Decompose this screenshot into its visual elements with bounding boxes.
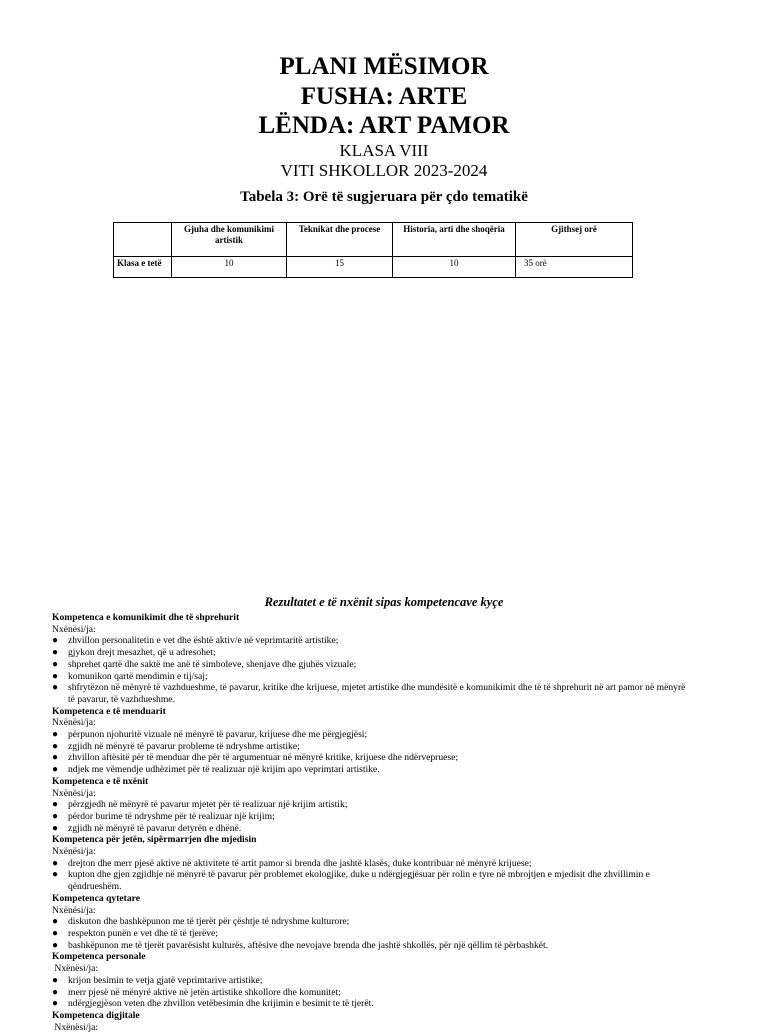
list-item (52, 928, 692, 940)
outcome-list (52, 975, 692, 1010)
list-item (52, 799, 692, 811)
outcome-text: gjykon drejt mesazhet, që u adresohet; (68, 647, 216, 659)
outcome-list (52, 858, 692, 893)
outcome-text: shfrytëzon në mënyrë të vazhdueshme, të pavarur, kritike dhe krijuese, mjetet artistike dhe mundësitë e komunikimit dhe të të shprehurit në art pamor në mënyrë të pavarur, të vazhdueshme. (68, 682, 686, 705)
student-label: Nxënësi/ja: (52, 717, 96, 729)
list-item (52, 975, 692, 987)
outcome-text: respekton punën e vet dhe të të tjerëve; (68, 927, 218, 939)
table-row (114, 257, 633, 278)
table-cell: 10 (393, 257, 516, 278)
table-caption: Tabela 3: Orë të sugjeruara për çdo tematikë (240, 189, 528, 205)
list-item (52, 741, 692, 753)
table-header-row (114, 223, 633, 257)
header-cell: Historia, arti dhe shoqëria (393, 223, 516, 257)
bullet-icon: ● (52, 822, 59, 834)
bullet-icon: ● (52, 916, 59, 928)
list-item (52, 729, 692, 741)
list-item (52, 752, 692, 764)
outcome-text: diskuton dhe bashkëpunon me të tjerët për çështje të ndryshme kulturore; (68, 916, 350, 928)
table-cell: 35 orë (516, 257, 633, 278)
document-header (0, 52, 768, 181)
hours-table (113, 222, 633, 278)
list-item (52, 916, 692, 928)
outcome-list (52, 799, 692, 834)
bullet-icon: ● (52, 670, 59, 682)
outcome-text: bashkëpunon me të tjerët pavarësisht kulturës, aftësive dhe nevojave brenda dhe jashtë shkollës, për një qëllim të përbashkët. (68, 939, 549, 951)
school-year-title: VITI SHKOLLOR 2023-2024 (280, 160, 488, 180)
bullet-icon: ● (52, 740, 59, 752)
header-cell: Teknikat dhe procese (287, 223, 393, 257)
competence-heading: Kompetenca për jetën, sipërmarrjen dhe mjedisin (52, 834, 257, 846)
header-cell: Gjithsej orë (516, 223, 633, 257)
field-title: FUSHA: ARTE (300, 82, 468, 110)
competence-results (52, 612, 692, 1033)
list-item (52, 635, 692, 647)
bullet-icon: ● (52, 986, 59, 998)
bullet-icon: ● (52, 764, 59, 776)
outcome-text: shprehet qartë dhe saktë me anë të simboleve, shenjave dhe gjuhës vizuale; (68, 658, 357, 670)
list-item (52, 659, 692, 671)
outcome-text: përpunon njohuritë vizuale në mënyrë të pavarur, krijuese dhe me përgjegjësi; (68, 729, 368, 741)
outcome-text: kupton dhe gjen zgjidhje në mënyrë të pavarur për problemet ekologjike, duke u ndërgjegjësuar për rolin e tyre në mbrojtjen e mjedisit dhe zhvillimin e qëndrueshëm. (68, 869, 650, 893)
student-label: Nxënësi/ja: (52, 1021, 99, 1033)
list-item (52, 858, 692, 870)
outcome-list (52, 729, 692, 776)
outcome-text: krijon besimin te vetja gjatë veprimtarive artistike; (68, 974, 263, 986)
outcome-text: ndjek me vëmendje udhëzimet për të realizuar një krijim apo veprimtari artistike. (68, 764, 380, 776)
competence-heading: Kompetenca qytetare (52, 892, 141, 904)
bullet-icon: ● (52, 939, 59, 951)
bullet-icon: ● (52, 647, 59, 659)
header-cell (114, 223, 172, 257)
outcome-text: përdor burime të ndryshme për të realizuar një krijim; (68, 810, 275, 822)
bullet-icon: ● (52, 752, 59, 764)
outcome-text: ndërgjegjëson veten dhe zhvillon vetëbesimin dhe krijimin e besimit te të tjerët. (68, 998, 374, 1010)
list-item (52, 940, 692, 952)
list-item (52, 811, 692, 823)
student-label: Nxënësi/ja: (52, 963, 99, 975)
competence-heading: Kompetenca digjitale (52, 1009, 140, 1021)
outcome-text: drejton dhe merr pjesë aktive në aktivitete të artit pamor si brenda dhe jashtë klasës, duke kontribuar në mënyrë krijuese; (68, 857, 532, 869)
bullet-icon: ● (52, 682, 59, 694)
bullet-icon: ● (52, 799, 59, 811)
student-label: Nxënësi/ja: (52, 787, 96, 799)
header-cell: Gjuha dhe komunikimi artistik (172, 223, 287, 257)
list-item (52, 764, 692, 776)
competence-heading: Kompetenca personale (52, 951, 146, 963)
subject-title: LËNDA: ART PAMOR (258, 112, 510, 139)
student-label: Nxënësi/ja: (52, 623, 96, 635)
grade-title: KLASA VIII (339, 140, 429, 160)
outcome-text: zgjidh në mënyrë të pavarur detyrën e dhënë. (68, 822, 242, 834)
bullet-icon: ● (52, 998, 59, 1010)
student-label: Nxënësi/ja: (52, 904, 96, 916)
student-label: Nxënësi/ja: (52, 846, 96, 858)
bullet-icon: ● (52, 729, 59, 741)
bullet-icon: ● (52, 857, 59, 869)
outcome-list (52, 916, 692, 951)
list-item (52, 671, 692, 683)
list-item (52, 869, 692, 892)
bullet-icon: ● (52, 810, 59, 822)
row-header-cell: Klasa e tetë (114, 257, 172, 278)
list-item (52, 682, 692, 705)
results-title: Rezultatet e të nxënit sipas kompetencave kyçe (264, 595, 504, 609)
outcome-text: zhvillon aftësitë për të menduar dhe për të argumentuar në mënyrë kritike, krijuese dhe ndërvepruese; (68, 752, 459, 764)
outcome-text: përzgjedh në mënyrë të pavarur mjetet për të realizuar një krijim artistik; (68, 799, 348, 811)
table-cell: 15 (287, 257, 393, 278)
competence-heading: Kompetenca e të nxënit (52, 775, 149, 787)
bullet-icon: ● (52, 974, 59, 986)
list-item (52, 998, 692, 1010)
outcome-text: zgjidh në mënyrë të pavarur probleme të ndryshme artistike; (68, 740, 300, 752)
competence-heading: Kompetenca e komunikimit dhe të shprehurit (52, 612, 240, 623)
list-item (52, 823, 692, 835)
list-item (52, 987, 692, 999)
competence-heading: Kompetenca e të menduarit (52, 705, 166, 717)
plan-title: PLANI MËSIMOR (279, 53, 489, 80)
bullet-icon: ● (52, 869, 59, 881)
bullet-icon: ● (52, 635, 59, 647)
list-item (52, 647, 692, 659)
outcome-list (52, 635, 692, 705)
table-cell: 10 (172, 257, 287, 278)
bullet-icon: ● (52, 927, 59, 939)
outcome-text: merr pjesë në mënyrë aktive në jetën artistike shkollore dhe komunitet; (68, 986, 341, 998)
outcome-text: zhvillon personalitetin e vet dhe është aktiv/e në veprimtaritë artistike; (68, 635, 339, 647)
bullet-icon: ● (52, 658, 59, 670)
outcome-text: komunikon qartë mendimin e tij/saj; (68, 670, 208, 682)
